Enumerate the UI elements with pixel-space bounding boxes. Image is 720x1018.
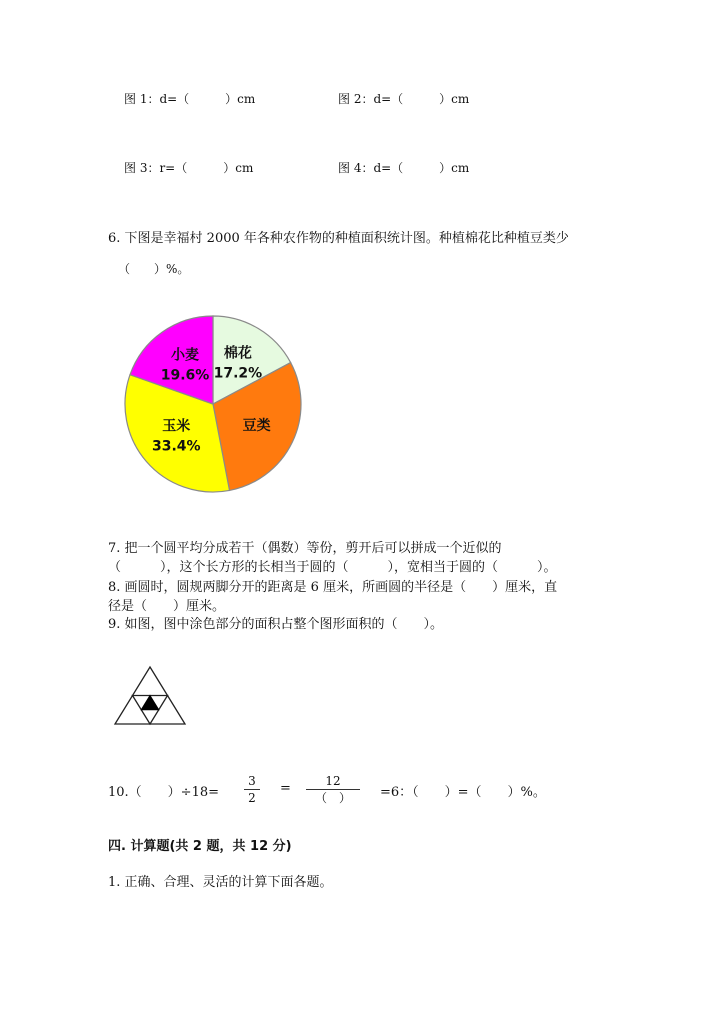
fraction-12-over-blank — [306, 774, 360, 805]
q6-text-line1: 6. 下图是幸福村 2000 年各种农作物的种植面积统计图。种植棉花比种植豆类少 — [108, 231, 569, 246]
pie-slice-percent-2: 33.4% — [152, 438, 201, 455]
fraction-denominator: （ ） — [314, 791, 351, 805]
q10-part1: 10.（ ）÷18= — [108, 785, 220, 800]
q7-text-line1: 7. 把一个圆平均分成若干（偶数）等份，剪开后可以拼成一个近似的 — [108, 541, 502, 556]
fraction-3-over-2 — [244, 774, 260, 805]
pie-slice-percent-3: 19.6% — [160, 367, 210, 384]
pie-slice-name-1: 豆类 — [242, 417, 271, 434]
q7-text-line2: （ ），这个长方形的长相当于圆的（ ），宽相当于圆的（ ）。 — [108, 560, 557, 575]
q8-text-line2: 径是（ ）厘米。 — [108, 599, 226, 614]
pie-slice-percent-0: 17.2% — [213, 365, 263, 382]
q10-equals: = — [280, 781, 291, 796]
section4-q1: 1. 正确、合理、灵活的计算下面各题。 — [108, 875, 333, 890]
q10-part2: =6：（ ）=（ ）%。 — [380, 785, 546, 800]
pie-chart — [110, 305, 320, 505]
q6-text-line2: （ ）%。 — [118, 262, 190, 276]
fig2-answer: 图 2：d=（ ）cm — [338, 92, 470, 106]
fig3-answer: 图 3：r=（ ）cm — [124, 161, 254, 175]
fraction-numerator: 3 — [248, 774, 256, 788]
fig4-answer: 图 4：d=（ ）cm — [338, 161, 470, 175]
fraction-numerator: 12 — [325, 774, 341, 788]
fig1-answer: 图 1：d=（ ）cm — [124, 92, 256, 106]
section4-title: 四. 计算题(共 2 题，共 12 分) — [108, 839, 292, 854]
pie-slice-name-2: 玉米 — [162, 418, 191, 435]
fraction-denominator: 2 — [248, 791, 256, 805]
q9-text: 9. 如图，图中涂色部分的面积占整个图形面积的（ ）。 — [108, 617, 444, 632]
q8-text-line1: 8. 画圆时，圆规两脚分开的距离是 6 厘米，所画圆的半径是（ ）厘米，直 — [108, 580, 558, 595]
pie-slice-name-3: 小麦 — [171, 347, 200, 364]
shaded-triangle — [141, 696, 159, 710]
pie-slice-name-0: 棉花 — [223, 345, 252, 362]
triangle-figure — [112, 662, 190, 728]
